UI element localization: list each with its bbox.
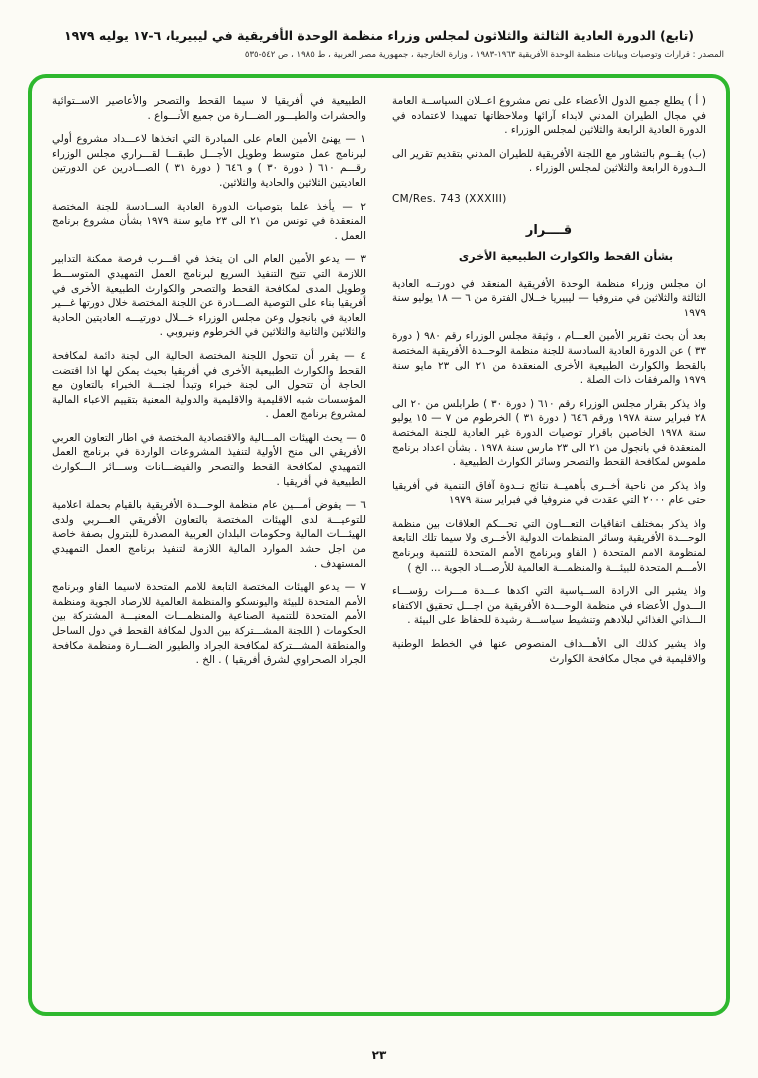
numbered-paragraph-2: ٢ — يأخذ علما بتوصيات الدورة العادية الســادسة للجنة المختصة المنعقدة في تونس من ٢١ الى ٢٣ مايو سنة ١٩٧٩ بشأن مشروع برنامج العمل . xyxy=(52,200,366,242)
document-header: (تابع) الدورة العادية الثالثة والثلاثون لمجلس وزراء منظمة الوحدة الأفريقية في ليبيريا، ٦-١٧ يوليه ١٩٧٩ xyxy=(63,28,695,43)
left-column xyxy=(52,94,366,1002)
green-border-content-box xyxy=(28,74,730,1016)
right-column xyxy=(392,94,706,1002)
page-number: ٢٣ xyxy=(371,1048,387,1062)
resolution-reference: CM/Res. 743 (XXXIII) xyxy=(392,192,507,205)
numbered-paragraph-6: ٦ — يفوض أمـــين عام منظمة الوحـــدة الأفريقية بالقيام بحملة اعلامية للتوعيـــة لدى الهيئات المختصة بالتعاون الأفريقي العـــربي ولدى الهيئـــات المالية وحكومات البلدان العربية المصدرة للبترول بصفة خاصة من اجل حشد الموارد المالية اللازمة لتنفيذ برنامج العمل التمهيدي المستهدف . xyxy=(52,499,366,570)
paragraph: واذ يشير كذلك الى الأهـــداف المنصوص عنها في الخطط الوطنية والاقليمية في مجال مكافحة الكوارث xyxy=(392,638,706,665)
paragraph: واذ يشير الى الارادة الســياسية التي اكدها عـــدة مـــرات رؤســـاء الـــدول الأعضاء في منظمة الوحـــدة الأفريقية من اجـــل تحقيق الاكتفاء الـــذاتي الغذائي لبلادهم وتنشيط سياســـة رشيدة للحفاظ على البيئة . xyxy=(392,585,706,627)
numbered-paragraph-4: ٤ — يقرر أن تتحول اللجنة المختصة الحالية الى لجنة دائمة لمكافحة القحط والكوارث الطبيعية الأخرى في أفريقيا بحيث يمكن لها اذا اقتضت الحاجة أن تتحول الى لجنة خبراء وتبدأ لجنـــة الخبراء بالتعاون مع المؤسسات شبه الاقليمية والاقليمية والدولية المعنية بتقييم الاعباء المالية لمشروع برنامج العمل . xyxy=(52,349,366,421)
paragraph: واذ يذكر من ناحية أخــرى بأهميــة نتائج نــدوة آفاق التنمية في أفريقيا حتى عام ٢٠٠٠ التي عقدت في منروفيا في فبراير سنة ١٩٧٩ xyxy=(392,479,706,507)
paragraph: واذ يذكر بقرار مجلس الوزراء رقم ٦١٠ ( دورة ٣٠ ) طرابلس من ٢٠ الى ٢٨ فبراير سنة ١٩٧٨ ورقم ٦٤٦ ( دورة ٣١ ) الخرطوم من ٧ — ١٥ يوليو سنة ١٩٧٨ الخاصين باقرار توصيات الدورة غير العادية للجنة المختصة المنعقدة في بانجول من ٢١ الى ٢٣ مارس سنة ١٩٧٨ . بشأن اعداد برنامج ملموس لمكافحة القحط والتصحر وسائر الكوارث الطبيعية . xyxy=(392,397,707,469)
resolution-title: قــــرار xyxy=(525,222,573,238)
numbered-paragraph-7: ٧ — يدعو الهيئات المختصة التابعة للامم المتحدة لاسيما الفاو وبرنامج الأمم المتحدة للبيئة واليونسكو والمنظمة العالمية للارصاد الجوية ومنظمة الأمم المتحدة للتنمية الصناعية والمنظمـــات المعنيـــة المشتركة بين الحكومات ( اللجنة المشـــتركة بين الدول لمكافة القحط في دول الساحل والمنطقة المشـــتركة لمكافحة الجراد والطيور الضـــارة ومنظمة مكافحة الجراد الصحراوي لشرق أفريقيا ) . الخ . xyxy=(52,581,366,667)
resolution-subtitle: بشأن القحط والكوارث الطبيعية الأخرى xyxy=(458,249,674,263)
source-citation-line: المصدر : قرارات وتوصيات وبيانات منظمة الوحدة الأفريقية ١٩٦٣-١٩٨٣ ، وزارة الخارجية ، جمهورية مصر العربية ، ط ١٩٨٥ ، ص ٥٤٢-٥٣٥ xyxy=(244,50,724,60)
paragraph: بعد أن بحث تقرير الأمين العـــام ، وثيقة مجلس الوزراء رقم ٩٨٠ ( دورة ٣٣ ) عن الدورة العادية السادسة للجنة منظمة الوحــدة الأفريقية المختصة بالقحط والكوارث الطبيعية الأخرى المنعقدة من ٢١ الى ٢٣ مايو سنة ١٩٧٩ والمرفقات ذات الصلة . xyxy=(392,330,706,387)
paragraph: واذ يذكر بمختلف اتفاقيات التعـــاون التي تحـــكم العلاقات بين منظمة الوحـــدة الأفريقية وسائر المنظمات الدولية الأخــرى ولا سيما تلك التابعة لمنظومة الامم المتحدة ( الفاو وبرنامج الأمم المتحدة للتنمية وبرنامج الأمـــم المتحدة للبيئـــة والمنظمـــة العالمية للأرصـــاد الجوية ... الخ ) xyxy=(392,517,706,574)
numbered-paragraph-1: ١ — يهنئ الأمين العام على المبادرة التي اتخذها لاعـــداد مشروع أولي لبرنامج عمل متوسط وطويل الأجـــل طبقـــا لقـــراري مجلس الوزراء رقـــم ٦١٠ ( دورة ٣٠ ) و ٦٤٦ ( دورة ٣١ ) الصـــادرين عن الدورتين العاديتين الثلاثين والحادية والثلاثين. xyxy=(52,133,366,189)
paragraph-item-a: ( أ ) يطلع جميع الدول الأعضاء على نص مشروع اعــلان السياســة العامة في مجال الطيران المدني لابداء آرائها وملاحظاتها تمهيدا لاعتماده في الدورة العادية الرابعة والثلاثين لمجلس الوزراء . xyxy=(392,95,706,137)
numbered-paragraph-5: ٥ — يحث الهيئات المـــالية والاقتصادية المختصة في اطار التعاون العربي الأفريقي الى منح الأولية لتنفيذ المشروعات الواردة في برنامج العمل التمهيدي لمكافحة القحط والتصحر والفيضـــانات وســـائر الـــكوارث الطبيعية في أفريقيا . xyxy=(52,431,366,488)
paragraph-continuation: الطبيعية في أفريقيا لا سيما القحط والتصحر والأعاصير الاســتوائية والحشرات والطيـــور الضـــارة من جميع الأنـــواع . xyxy=(52,95,366,122)
paragraph-item-b: (ب) يقــوم بالتشاور مع اللجنة الأفريقية للطيران المدني بتقديم تقرير الى الــدورة الرابعة والثلاثين لمجلس الوزراء . xyxy=(392,147,706,175)
two-column-layout xyxy=(52,94,706,1002)
paragraph: ان مجلس وزراء منظمة الوحدة الأفريقية المنعقد في دورتــه العادية الثالثة والثلاثين في منروفيا — ليبيريا خــلال الفترة من ٦ — ١٨ يوليو سنة ١٩٧٩ xyxy=(392,277,707,319)
numbered-paragraph-3: ٣ — يدعو الأمين العام الى ان يتخذ في اقـــرب فرصة ممكنة التدابير اللازمة التي تتيح التنفيذ السريع لبرنامج العمل التمهيدي المتوســـط وطويل المدى لمكافحة القحط والتصحر والكوارث الطبيعية الأخرى في أفريقيا بناء على التوصية الصـــادرة عن اللجنة المختصة خلال دورتها غـــير العادية في بانجول وعن مجلس الوزراء خـــلال دورتيـــه العاديتين الحادية والثلاثين والثانية والثلاثين في الخرطوم ونيروبي . xyxy=(52,253,366,339)
